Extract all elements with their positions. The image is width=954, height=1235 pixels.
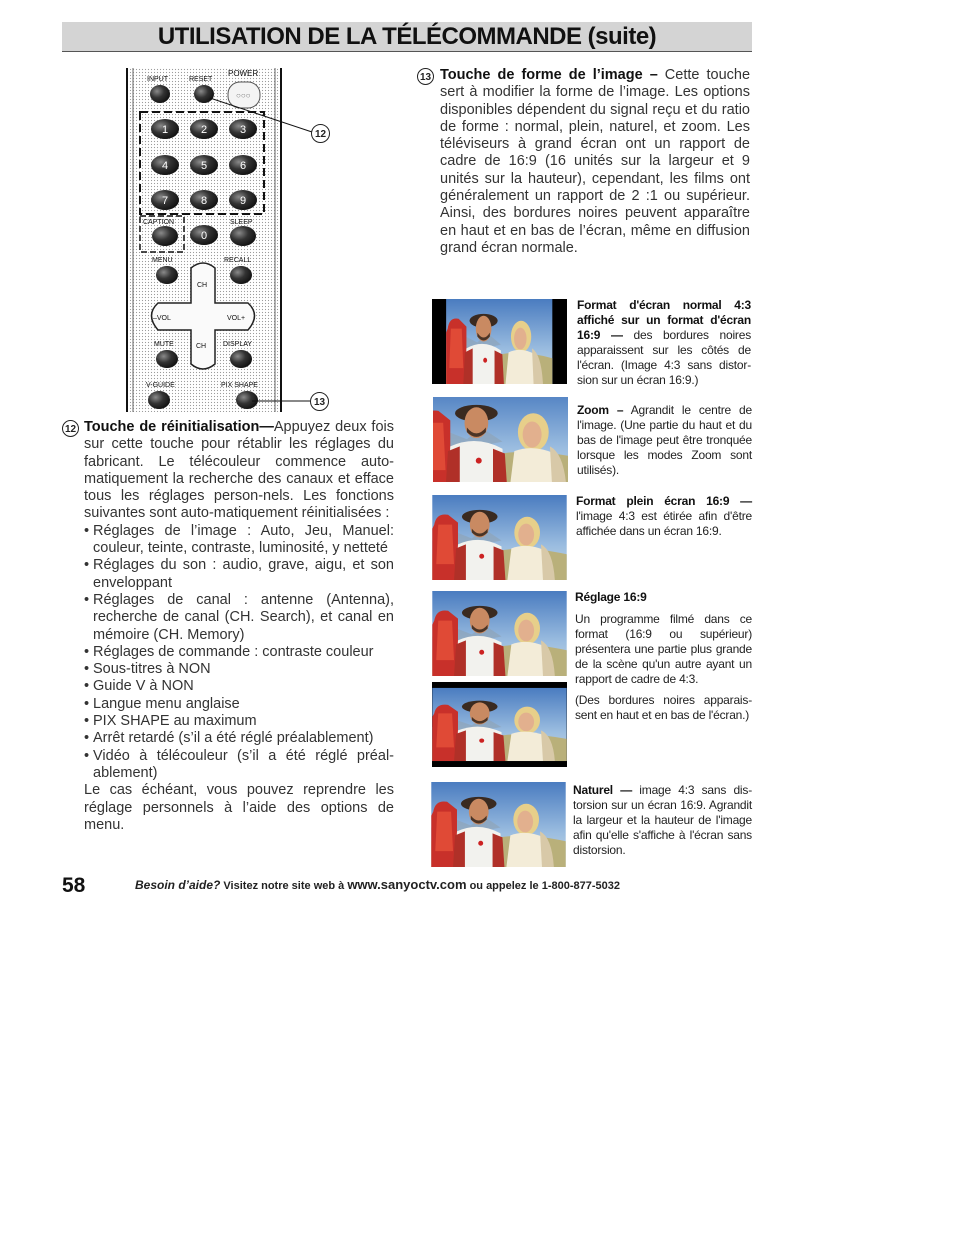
caption-16-9 xyxy=(575,590,752,723)
caption-zoom-text: Agrandit le centre de l'image. (Une partie du haut et du bas de l'image peut être tronquée lorsque les modes Zoom sont utilisés). xyxy=(577,403,752,477)
digit-9: 9 xyxy=(239,195,247,207)
section-13 xyxy=(440,67,750,257)
list-item: • Réglages de commande : contraste couleur xyxy=(84,644,394,661)
mute-label: MUTE xyxy=(154,341,174,348)
list-item: • PIX SHAPE au maximum xyxy=(84,713,394,730)
callout-13-badge: 13 xyxy=(310,392,329,411)
caption-16-9-text2: (Des bordures noires apparais-sent en haut et en bas de l'écran.) xyxy=(575,693,752,722)
number-badge-13: 13 xyxy=(417,68,434,85)
list-item: • Langue menu anglaise xyxy=(84,696,394,713)
reset-label: RESET xyxy=(189,76,213,83)
caption-full-title: Format plein écran 16:9 — xyxy=(576,494,752,508)
section-13-body: Cette touche sert à modifier la forme de l’image. Les options disponibles dépendent du signal reçu et du ratio de forme : normal, plein, naturel, et zoom. Les téléviseurs à grand écran ont un rapport de cadre de 16:9 (16 unités sur la largeur et 9 unités sur la hauteur), cependant, les films ont généralement un rapport de 2 :1 ou supérieur. Ainsi, des bordures noires peuvent apparaître en haut et en bas de l’écran, même en diffusion grand écran normale. xyxy=(440,67,751,256)
caption-natural-text: image 4:3 sans dis-torsion sur un écran 16:9. Agrandit la largeur et la hauteur de l'image afin qu'elle s'affiche à l'écran sans distorsion. xyxy=(573,783,752,857)
footer-url-link[interactable]: www.sanyoctv.com xyxy=(347,877,467,892)
list-item: • Guide V à NON xyxy=(84,678,394,695)
digit-2: 2 xyxy=(200,124,208,136)
page-number: 58 xyxy=(62,874,86,897)
list-item: • Arrêt retardé (s’il a été réglé préalablement) xyxy=(84,730,394,747)
section-12-heading: Touche de réinitialisation— xyxy=(84,419,274,435)
list-item: • Sous-titres à NON xyxy=(84,661,394,678)
sleep-label: SLEEP xyxy=(230,219,253,226)
photo-16-9-setting xyxy=(432,591,567,676)
digit-0: 0 xyxy=(200,230,208,242)
caption-normal xyxy=(577,298,751,388)
caption-zoom xyxy=(577,403,752,478)
caption-label: CAPTION xyxy=(143,219,175,226)
list-item: • Vidéo à télécouleur (s’il a été réglé préal-ablement) xyxy=(84,748,394,783)
caption-16-9-title: Réglage 16:9 xyxy=(575,590,647,604)
photo-natural xyxy=(431,782,566,867)
number-badge-12: 12 xyxy=(62,420,79,437)
digit-5: 5 xyxy=(200,160,208,172)
photo-zoom xyxy=(433,397,568,482)
digit-4: 4 xyxy=(161,160,169,172)
caption-16-9-text: Un programme filmé dans ce format (16:9 ou supérieur) présentera une partie plus grande de la scène qu'un autre ayant un rapport de cadre de 4:3. xyxy=(575,612,752,686)
footer-help-label: Besoin d’aide? xyxy=(135,878,221,892)
callout-12-badge: 12 xyxy=(311,124,330,143)
pixshape-label: PIX SHAPE xyxy=(221,382,258,389)
display-label: DISPLAY xyxy=(223,341,253,348)
digit-1: 1 xyxy=(161,124,169,136)
section-13-number xyxy=(417,67,434,85)
menu-label: MENU xyxy=(152,257,173,264)
caption-full-text: l'image 4:3 est étirée afin d'être affichée dans un écran 16:9. xyxy=(576,509,752,538)
digit-3: 3 xyxy=(239,124,247,136)
digit-8: 8 xyxy=(200,195,208,207)
ch-down-label: CH xyxy=(196,343,207,350)
recall-label: RECALL xyxy=(224,257,252,264)
section-12-intro: Appuyez deux fois sur cette touche pour rétablir les réglages du fabricant. Le télécouleur commence auto-matiquement la recherche des canaux et efface tous les réglages person-nels. Les fonctions suivantes sont auto-matiquement réinitialisées : xyxy=(84,419,394,522)
input-label: INPUT xyxy=(147,76,168,83)
footer-help xyxy=(135,877,620,892)
caption-zoom-title: Zoom – xyxy=(577,403,624,417)
section-13-heading: Touche de forme de l’image – xyxy=(440,67,658,83)
section-12 xyxy=(84,419,394,834)
photo-letterbox xyxy=(432,682,567,767)
footer-visit: Visitez notre site web à xyxy=(220,880,348,892)
power-label: POWER xyxy=(228,69,259,78)
photo-normal-4-3 xyxy=(432,299,567,384)
svg-text:○○○: ○○○ xyxy=(236,91,251,100)
vguide-label: V-GUIDE xyxy=(146,382,175,389)
vol-plus-label: VOL+ xyxy=(227,315,246,322)
digit-7: 7 xyxy=(161,195,169,207)
caption-normal-text: des bordures noires apparaissent sur les côtés de l'écran. (Image 4:3 sans distor-sion sur un écran 16:9.) xyxy=(577,328,751,387)
vol-minus-label: –VOL xyxy=(153,315,171,322)
caption-full xyxy=(576,494,752,539)
caption-natural-title: Naturel — xyxy=(573,783,633,797)
page-title: UTILISATION DE LA TÉLÉCOMMANDE (suite) xyxy=(157,23,657,50)
footer-call: ou appelez le 1-800-877-5032 xyxy=(466,880,620,892)
list-item: • Réglages de l’image : Auto, Jeu, Manuel: couleur, teinte, contraste, luminosité, y netteté xyxy=(84,523,394,558)
list-item: • Réglages de canal : antenne (Antenna), recherche de canal (CH. Search), et canal en mémoire (CH. Memory) xyxy=(84,592,394,644)
section-12-number xyxy=(62,419,79,437)
list-item: • Réglages du son : audio, grave, aigu, et son enveloppant xyxy=(84,557,394,592)
digit-6: 6 xyxy=(239,160,247,172)
photo-full-16-9 xyxy=(432,495,567,580)
ch-up-label: CH xyxy=(197,282,208,289)
reset-list xyxy=(84,523,394,782)
caption-normal-title: Format d'écran normal 4:3 affiché sur un format d'écran 16:9 — xyxy=(577,298,751,342)
section-12-outro: Le cas échéant, vous pouvez reprendre les réglage personnels à l’aide des options de menu. xyxy=(84,782,394,833)
caption-natural xyxy=(573,783,752,858)
